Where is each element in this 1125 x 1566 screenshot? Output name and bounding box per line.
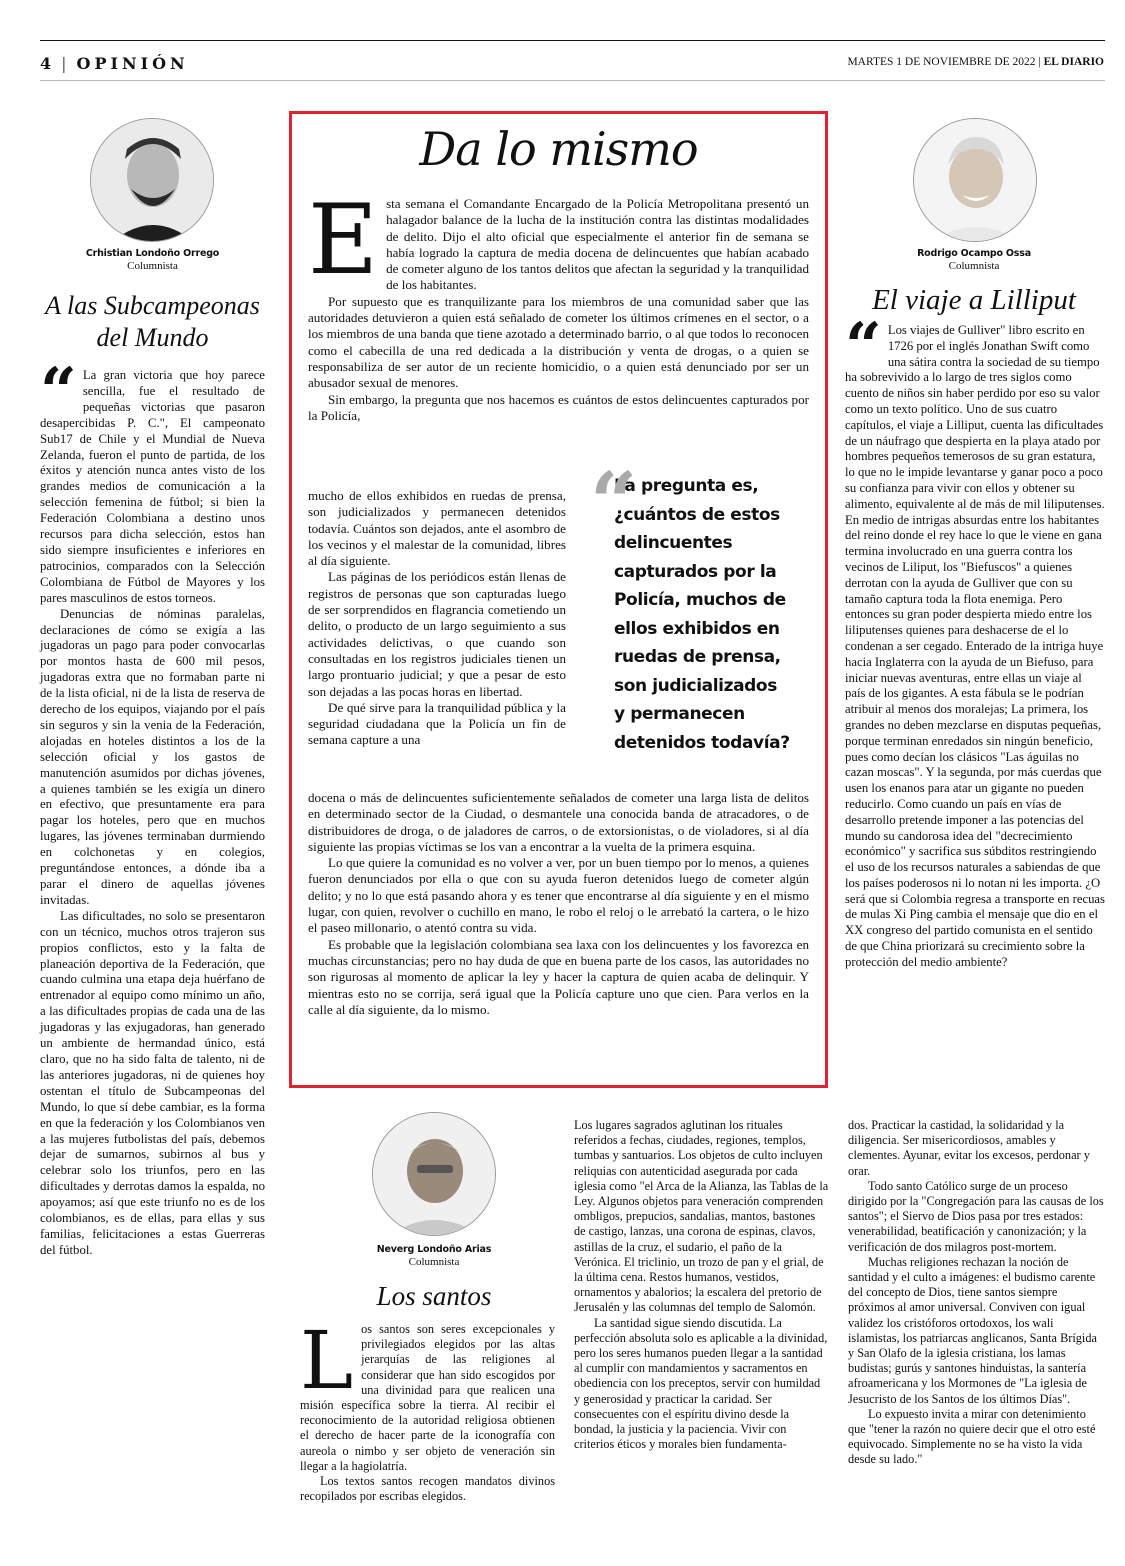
paragraph: Los textos santos recogen mandatos divinos recopilados por escribas elegidos.: [300, 1474, 555, 1504]
paragraph: Los lugares sagrados aglutinan los rituales referidos a fechas, ciudades, regiones, templos, tumbas y santuarios. Los objetos de culto incluyen reliquias con autenticidad asegurada por cada iglesia como "el Arca de la Alianza, las Tablas de la Ley. Algunos objetos para veneración comprenden ombligos, prepucios, sandalias, mantos, bastones de castigo, lanzas, una corona de espinas, clavos, astillas de la cruz, el sudario, el paño de la Verónica. El triclinio, un trozo de pan y el grial, de la última cena. Restos humanos, vestidos, ornamentos y abalorios; la escalera del pretorio de Jerusalén y las columnas del templo de Salomón.: [574, 1118, 829, 1315]
open-quote-icon: “: [845, 309, 882, 384]
column-body-bottom-2: [574, 1118, 829, 1452]
drop-cap: E: [308, 184, 379, 296]
author-name: Rodrigo Ocampo Ossa: [917, 248, 1031, 259]
author-portrait-icon: [373, 1113, 496, 1236]
editorial-body-top: [308, 184, 809, 424]
paragraph: Las dificultades, no solo se presentaron con un técnico, muchos otros trajeron sus propios conflictos, esto y la falta de planeación deportiva de la Federación, que cuando culmina una etapa deja huérfano de entrenador al equipo como mínimo un año, a las dificultades propias de cada una de las jugadoras y las exjugadoras, han generado un ambiente de hermandad único, está claro, que no ha sido falta de talento, ni de las anteriores jugadoras, ni de quienes hoy ostentan el título de Subcampeonas del Mundo, lo que sí debe cambiar, es la forma en que la federación y los Colombianos ven a las mujeres futbolistas del país, debemos dejar de sumarnos, subirnos al bus y celebrar solo los triunfos, pero en las dificultades y derrotas damos la espalda, no apoyamos; así que este triunfo no es de los colombianos, es de ellas, para ellas y sus familias, felicitaciones a estas Guerreras del fútbol.: [40, 908, 265, 1257]
author-byline-bottom: [300, 1244, 568, 1268]
column-body-bottom-1: [300, 1314, 555, 1504]
editorial-body-narrow: [308, 488, 566, 749]
paragraph: Los viajes de Gulliver" libro escrito en 1726 por el inglés Jonathan Swift como una sátira contra la sociedad de su tiempo ha sobrevivido a lo largo de tres siglos como cuento de niños sin haber perdido por eso su valor como un texto político. Uno de sus cuatro capítulos, el viaje a Lilliput, cuenta las dificultades de un náufrago que despierta en la playa atado por hombres pequeños temerosos de su gran estatura, lo que no le impide levantarse y ganar poco a poco su confianza para vivir con ellos y obtener su alimento, equivalente al de más de mil liliputenses. En medio de intrigas absurdas entre los habitantes del reino donde el rey hace lo que le viene en gana termina involucrado en una guerra contra los vecinos de Liliput, los "Biefuscos" a quienes derrotan con la ayuda de Gulliver que con su tamaño captura toda la flota enemiga. Pero entonces su gran poder despierta miedo entre los liliputenses quienes para deshacerse de el lo condenan a ser cegado. Enterado de la intriga huye hacia Inglaterra con la ayuda de un Biefuso, para iniciar nuevas aventuras, entre ellas un viaje al país de los gigantes. A esta fábula se le podrían atribuir al menos dos moralejas; La primera, los grandes no deben mezclarse en disputas pequeñas, porque terminan enredados sin ningún beneficio, pues como decían los clásicos "Las águilas no cazan moscas". Y la segunda, por más cuerdas que usen los enanos para atar un gigante no pueden reducirlo. Como cuando un país en vías de desarrollo pretende imponer a las potencias del mundo su candorosa idea del "decrecimiento económico" y sacrifica sus súbditos restringiendo el uso de los recursos naturales a sabiendas de que los países poderosos ni lo notan ni les importa. ¿O será que si Colombia regresa a transporte en recuas de mulas Xi Ping cambia el mensaje que dio en el XX congreso del partido comunista en el sentido de que China priorizará su crecimiento sobre la protección del medio ambiente?: [845, 323, 1105, 969]
paragraph: Es probable que la legislación colombiana sea laxa con los delincuentes y los favorezca en muchas circunstancias; pero no hay duda de que en buena parte de los casos, las autoridades no son rigurosas al momento de aplicar la ley y hacer la captura de quien acaba de delinquir. Y mientras esto no se corrija, será igual que la Policía capture uno que cien. Para verlos en la calle al día siguiente, da lo mismo.: [308, 936, 809, 1017]
paragraph: Por supuesto que es tranquilizante para los miembros de una comunidad saber que las autoridades detuvieron a quien está señalado de cometer los últimos crímenes en el sector, o a los miembros de una banda que tiene azotado a determinado barrio, o al que todos lo reconocen como el cabecilla de una red dedicada a la distribución y venta de drogas, o a quien se responsabiliza de ser autor de un reciente homicidio, o a quien está denunciado por ser un abusador sexual de menores.: [308, 293, 809, 391]
open-quote-icon: “: [40, 354, 77, 429]
column-title-line: del Mundo: [96, 323, 209, 352]
page-number: 4: [40, 54, 56, 73]
editorial-body-bottom: [308, 790, 809, 1018]
paragraph: docena o más de delincuentes suficientemente señalados de cometer una larga lista de delitos en determinado sector de la Ciudad, o desmantele una conocida banda de atracadores, o de distribuidores de droga, o de jaladores de carros, o de extorsionistas, o de violadores, si al día siguiente las propias víctimas se los van a encontrar a la vuelta de la primera esquina.: [308, 790, 809, 854]
author-name: Crhistian Londoño Orrego: [85, 248, 220, 259]
header-separator: |: [61, 54, 71, 73]
page-header-right: [847, 56, 1104, 68]
column-body-bottom-3: [848, 1118, 1105, 1468]
paragraph: Sin embargo, la pregunta que nos hacemos es cuántos de estos delincuentes capturados por la Policía,: [308, 391, 809, 423]
pull-quote-mark-icon: “: [590, 455, 637, 551]
column-body-right: [845, 309, 1105, 971]
paragraph: Las páginas de los periódicos están llenas de registros de personas que son capturadas luego de ser sorprendidos en flagrancia cometiendo un delito, o producto de un largo seguimiento a sus actividades delictivas, o que cuando son consultadas en los registros judiciales tienen un largo prontuario judicial; y que a pesar de esto son dejadas a las pocas horas en libertad.: [308, 569, 566, 699]
author-role: Columnista: [127, 260, 178, 272]
paragraph: La gran victoria que hoy parece sencilla, fue el resultado de pequeñas victorias que pasaron desapercibidas P. C.", El campeonato Sub17 de Chile y el Mundial de Nueva Zelanda, fueron el punto de partida, de los éxitos y atención nunca antes visto de los grandes medios de comunicación a la selección femenina de fútbol; si bien la Federación Colombiana a destino unos recursos para dicha selección, estos han sido siempre insuficientes e inferiores en patrocinios, comparados con la Selección Colombiana de Fútbol de Mayores y los pares masculinos de estos torneos.: [40, 368, 265, 605]
author-role: Columnista: [948, 260, 1000, 272]
author-photo-left: [90, 118, 214, 242]
pull-quote-text: La pregunta es, ¿cuántos de estos delincuentes capturados por la Policía, muchos de ellos exhibidos en ruedas de prensa, son judicializados y permanecen detenidos todavía?: [614, 476, 790, 753]
author-byline-right: [843, 248, 1105, 272]
paragraph: dos. Practicar la castidad, la solidaridad y la diligencia. Ser misericordiosos, amables y clementes. Ayunar, evitar los excesos, perdonar y orar.: [848, 1118, 1090, 1178]
paragraph: os santos son seres excepcionales y privilegiados elegidos por las altas jerarquías de las religiones al considerar que han sido escogidos por una divinidad para que realicen una misión específica sobre la tierra. Al recibir el reconocimiento de la autoridad religiosa obtienen el derecho de hacer parte de la iconografía con aureola o nimbo y ser objeto de veneración sin llegar a la hagiolatría.: [300, 1322, 555, 1473]
column-title-left: [40, 290, 265, 354]
paragraph: Lo que quiere la comunidad es no volver a ver, por un buen tiempo por lo menos, a quienes fueron denunciados por ella o que con su ayuda fueron detenidos luego de cometer algún delito; y no lo que está pasando ahora y es tener que encontrarse al día siguiente y en el mismo lugar, con quien, revolver o cuchillo en mano, le robo el reloj o le arrebató la cartera, o le hizo el paseo millonario, o atentó contra su vida.: [308, 855, 809, 936]
column-title-bottom: Los santos: [376, 1281, 492, 1311]
paragraph: sta semana el Comandante Encargado de la Policía Metropolitana presentó un halagador balance de la lucha de la institución contra las distintas modalidades de delito. Dijo el alto oficial que especialmente el anterior fin de semana se había logrado la captura de media docena de delincuentes que habían acabado de cometer alguno de los tantos delitos que afectan la seguridad y la tranquilidad de los habitantes.: [386, 196, 809, 293]
author-photo-right: [913, 118, 1037, 242]
editorial-title: Da lo mismo: [419, 122, 698, 176]
paragraph: Muchas religiones rechazan la noción de santidad y el culto a imágenes: el budismo carente del concepto de Dios, tiene santos siempre próximos al amor universal. Conviven con igual validez los cristóforos ortodoxos, los wali islamistas, los patriarcas anglicanos, Santa Brígida y San Olafo de la iglesia cristiana, los lamas budistas; gurús y santones hinduistas, la santería afroamericana y los Mormones de "La iglesia de Jesucristo de los Santos de los últimos Días".: [848, 1254, 1097, 1406]
issue-date: MARTES 1 DE NOVIEMBRE DE 2022 |: [847, 56, 1041, 68]
author-portrait-icon: [914, 119, 1037, 242]
paragraph: La santidad sigue siendo discutida. La perfección absoluta solo es aplicable a la divinidad, pero los seres humanos pueden llegar a la santidad al cumplir con mandamientos y sacramentos en obediencia con los preceptos, servir con humildad y generosidad y practicar la caridad. Ser consecuentes con el espíritu divino desde la bondad, la justicia y la paciencia. Vivir con criterios éticos y morales bien fundamenta-: [574, 1315, 828, 1452]
column-body-left: [40, 354, 265, 1259]
author-byline-left: [40, 248, 265, 272]
pull-quote: [590, 455, 792, 757]
paragraph: Todo santo Católico surge de un proceso dirigido por la "Congregación para las causas de los santos"; el Siervo de Dios pasa por tres estados: venerabilidad, beatificación y canonización; y la verificación de dos milagros post-mortem.: [848, 1178, 1104, 1254]
column-title-line: A las Subcampeonas: [45, 291, 260, 320]
top-rule: [40, 40, 1105, 41]
paragraph: Lo expuesto invita a mirar con detenimiento que "tener la razón no quiere decir que el otro esté equivocado. Simplemente no se ha visto la vida desde su lado.": [848, 1406, 1096, 1467]
author-photo-bottom: [372, 1112, 496, 1236]
header-divider: [40, 80, 1105, 81]
column-title-right: El viaje a Lilliput: [872, 284, 1076, 316]
author-role: Columnista: [408, 1256, 460, 1268]
paragraph: De qué sirve para la tranquilidad pública y la seguridad ciudadana que la Policía un fin de semana capture a una: [308, 699, 566, 748]
author-portrait-icon: [91, 119, 214, 242]
paper-name: EL DIARIO: [1043, 56, 1104, 68]
section-name: OPINIÓN: [76, 54, 189, 73]
paragraph: Denuncias de nóminas paralelas, declaraciones de cómo se exigía a las jugadoras un pago para poder convocarlas por montos hasta de 600 mil pesos, jugadoras extra que no formaban parte ni de la lista oficial, ni de la lista de reserva de derecho de los equipos, viajando por el país sin seguros y sin la venia de la Federación, alojadas en hoteles distintos a los de la selección oficial y los gastos de manutención asumidos por dichas jóvenes, a quienes también se les exigía un dinero en efectivo, que presuntamente era para pagar los hoteles, pero que en muchos lugares, las jóvenes terminaban durmiendo en colchonetas y en colegios, preguntándose entonces, a dónde iba a parar el dinero de aquellas jóvenes invitadas.: [40, 606, 265, 907]
paragraph: mucho de ellos exhibidos en ruedas de prensa, son judicializados y permanecen detenidos todavía. Cuántos son dejados, ante el asombro de los vecinos y el malestar de la comunidad, libres al día siguiente.: [308, 488, 566, 569]
author-name: Neverg Londoño Arias: [376, 1244, 492, 1255]
drop-cap: L: [300, 1314, 354, 1407]
page-header-left: [40, 54, 189, 73]
